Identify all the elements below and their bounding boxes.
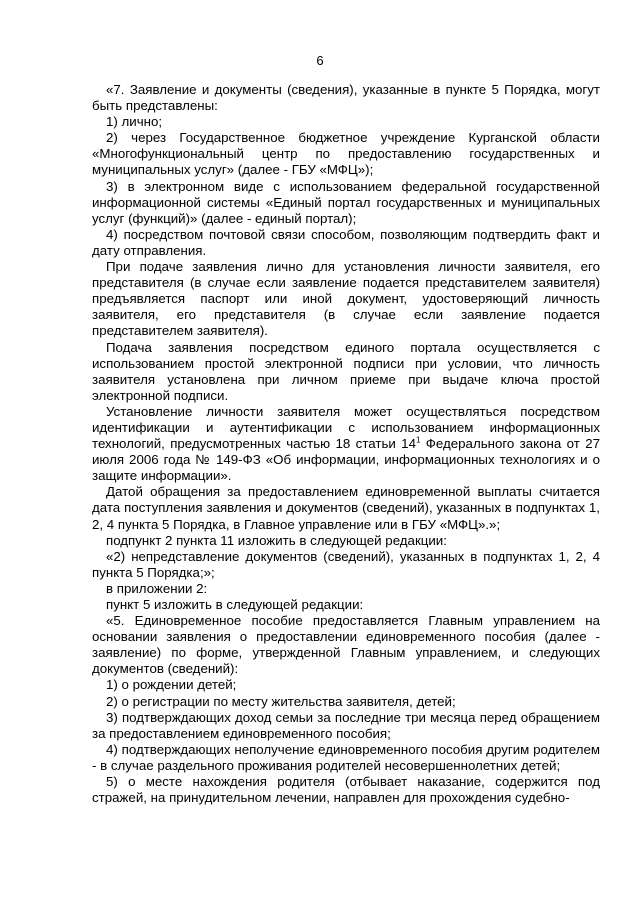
page-number: 6 xyxy=(316,53,324,68)
paragraph-list-item-electronic: 3) в электронном виде с использованием федеральной государственной информационной системы «Единый портал государственных и муниципальных услуг (функций)» (далее - единый портал); xyxy=(92,178,600,226)
paragraph-list-item-mfc: 2) через Государственное бюджетное учреждение Курганской области «Многофункциональный центр по предоставлению государственных и муниципальных услуг» (далее - ГБУ «МФЦ»); xyxy=(92,130,600,178)
paragraph-date-of-application: Датой обращения за предоставлением единовременной выплаты считается дата поступления заявления и документов (сведений), указанных в подпунктах 1, 2, 4 пункта 5 Порядка, в Главное управление или в ГБУ «МФЦ».»; xyxy=(92,484,600,532)
paragraph-list-item-post: 4) посредством почтовой связи способом, позволяющим подтвердить факт и дату отправления. xyxy=(92,226,600,258)
paragraph-item-7-intro: «7. Заявление и документы (сведения), указанные в пункте 5 Порядка, могут быть представлены: xyxy=(92,82,600,114)
paragraph-doc-birth: 1) о рождении детей; xyxy=(106,677,237,693)
paragraph-point-5-heading: пункт 5 изложить в следующей редакции: xyxy=(106,597,364,612)
paragraph-single-portal: Подача заявления посредством единого портала осуществляется с использованием простой электронной подписи при условии, что личность заявителя установлена при личном приеме при выдаче ключа простой электронной подписи. xyxy=(92,339,600,403)
paragraph-doc-registration: 2) о регистрации по месту жительства заявителя, детей; xyxy=(106,693,456,709)
paragraph-doc-non-receipt: 4) подтверждающих неполучение единовременного пособия другим родителем - в случае раздельного проживания родителей несовершеннолетних детей; xyxy=(92,741,600,773)
paragraph-text-after-footnote: Федерального закона от 27 июля 2006 года № 149-ФЗ «Об информации, информационных технологиях и о защите информации». xyxy=(92,436,600,484)
paragraph-subpoint-2-point-11: подпункт 2 пункта 11 изложить в следующей редакции: xyxy=(106,532,447,548)
paragraph-doc-parent-location: 5) о месте нахождения родителя (отбывает наказание, содержится под стражей, на принудительном лечении, направлен для прохождения судебно- xyxy=(92,774,600,806)
paragraph-appendix-2: в приложении 2: xyxy=(106,580,208,596)
paragraph-subpoint-2-text: «2) непредставление документов (сведений), указанных в подпунктах 1, 2, 4 пункта 5 Порядка;»; xyxy=(92,548,600,580)
paragraph-point-5-text: «5. Единовременное пособие предоставляется Главным управлением на основании заявления о предоставлении единовременного пособия (далее - заявление) по форме, утвержденной Главным управлением, и следующих документов (сведений): xyxy=(92,613,600,677)
document-body xyxy=(92,82,600,806)
footnote-superscript: 1 xyxy=(415,435,421,445)
paragraph-text-before-footnote: Установление личности заявителя может осуществляться посредством идентификации и аутентификации с использованием информационных технологий, предусмотренных частью 18 статьи 14 xyxy=(92,403,600,452)
paragraph-identity-in-person: При подаче заявления лично для установления личности заявителя, его представителя (в случае если заявление подается представителем заявителя) предъявляется паспорт или иной документ, удостоверяющий личность заявителя, его представителя (в случае если заявление подается представителем заявителя). xyxy=(92,259,600,339)
paragraph-list-item-in-person: 1) лично; xyxy=(106,114,163,130)
paragraph-doc-income: 3) подтверждающих доход семьи за последние три месяца перед обращением за предоставлением единовременного пособия; xyxy=(92,709,600,741)
paragraph-identity-establishment xyxy=(92,404,600,484)
